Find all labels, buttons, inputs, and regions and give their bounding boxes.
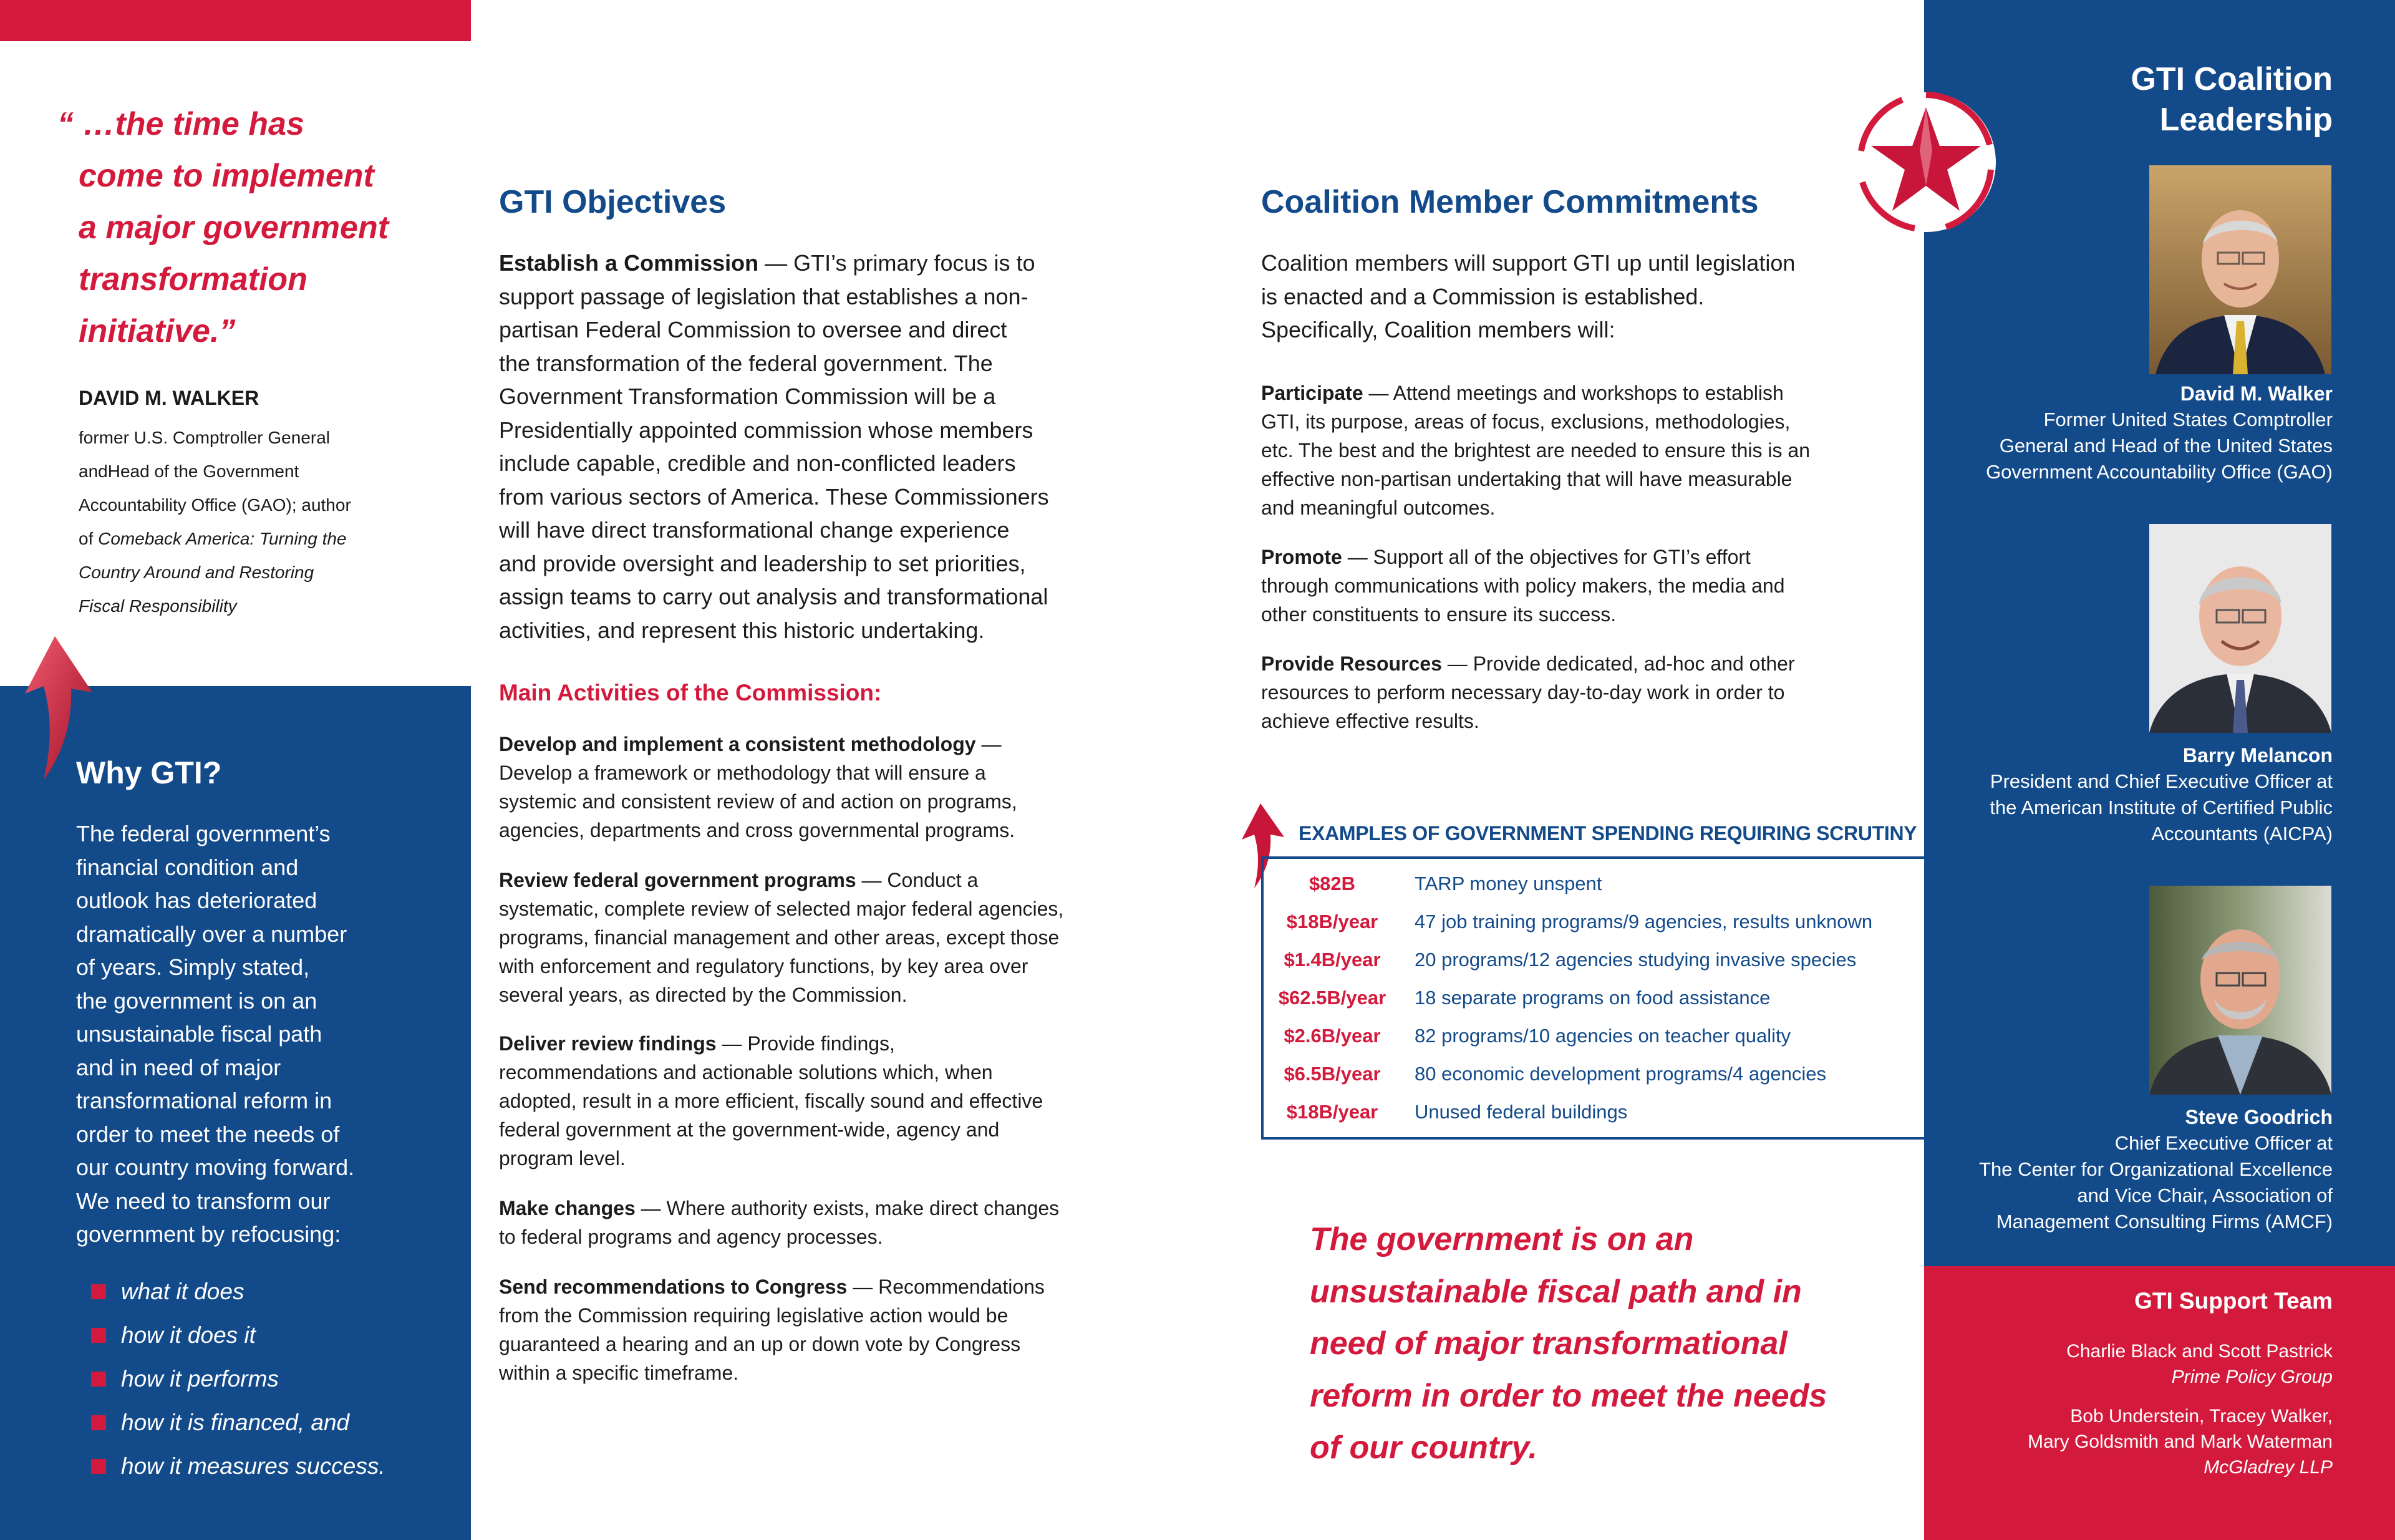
pull-quote-line: of our country. (1310, 1430, 1537, 1466)
amount-cell: $6.5B/year (1284, 1062, 1381, 1085)
why-line: outlook has deteriorated (76, 888, 317, 913)
steve-goodrich-photo (2149, 886, 2331, 1095)
list-item-text: what it does (121, 1279, 244, 1304)
table-row (1262, 903, 1917, 941)
activities-title: Main Activities of the Commission: (499, 680, 882, 705)
objectives-line: the transformation of the federal government. The (499, 350, 993, 376)
commitment-line: and meaningful outcomes. (1261, 496, 1496, 519)
why-line: transformational reform in (76, 1088, 332, 1113)
label-cell: 20 programs/12 agencies studying invasive species (1415, 948, 1857, 971)
intro-line: Coalition members will support GTI up until legislation (1261, 250, 1796, 276)
commitment-line: resources to perform necessary day-to-day work in order to (1261, 681, 1785, 704)
activity-line (499, 1272, 1160, 1301)
objectives-line: partisan Federal Commission to oversee and direct (499, 317, 1007, 342)
support-names: Charlie Black and Scott Pastrick (2066, 1341, 2333, 1362)
list-item-text: how it performs (121, 1366, 279, 1392)
leader-title-line: Chief Executive Officer at (2114, 1132, 2333, 1154)
why-line: financial condition and (76, 854, 299, 880)
activity-block (499, 730, 1160, 845)
amount-cell: $1.4B/year (1284, 948, 1381, 971)
objectives-line: assign teams to carry out analysis and transformational (499, 584, 1048, 609)
activity-text: — Recommendations (847, 1276, 1045, 1298)
label-cell: 82 programs/10 agencies on teacher quality (1415, 1024, 1791, 1047)
commitment-text: — Attend meetings and workshops to establish (1363, 382, 1784, 404)
barry-melancon-photo (2149, 524, 2331, 733)
book-title: Comeback America: Turning the (98, 529, 347, 548)
activity-line: guaranteed a hearing and an up or down vote by Congress (499, 1333, 1021, 1355)
why-line: unsustainable fiscal path (76, 1021, 322, 1047)
leader-title-line: Management Consulting Firms (AMCF) (1996, 1211, 2333, 1232)
activity-block (499, 866, 1160, 1009)
activity-line (499, 1194, 1160, 1223)
activity-line: several years, as directed by the Commission. (499, 984, 907, 1006)
book-title: Country Around and Restoring (79, 563, 314, 582)
activity-text: — Where authority exists, make direct changes (635, 1197, 1060, 1219)
activity-line: federal government at the government-wide, agency and (499, 1118, 1000, 1141)
support-firm: Prime Policy Group (2171, 1367, 2333, 1387)
table-row (1262, 941, 1917, 979)
why-gti-body (76, 817, 425, 1251)
list-item (91, 1445, 385, 1488)
objectives-line: and provide oversight and leadership to set priorities, (499, 550, 1026, 576)
label-cell: 80 economic development programs/4 agencies (1415, 1062, 1826, 1085)
support-names: Bob Understein, Tracey Walker, (2070, 1406, 2333, 1426)
commitment-text: — Provide dedicated, ad-hoc and other (1441, 652, 1795, 675)
pull-quote-line: The government is on an (1310, 1221, 1694, 1257)
table-row (1262, 864, 1917, 903)
commitment-line (1261, 379, 1904, 407)
leader-title-line: The Center for Organizational Excellence (1979, 1158, 2333, 1180)
leader-card (1940, 1104, 2333, 1235)
quote-attribution (79, 387, 453, 623)
activity-line: agencies, departments and cross governmental programs. (499, 819, 1015, 841)
commitment-block (1261, 649, 1904, 735)
objectives-body (499, 246, 1154, 647)
why-line: and in need of major (76, 1054, 281, 1080)
leader-name: Barry Melancon (2182, 744, 2333, 767)
quote-line: transformation (79, 261, 307, 298)
list-item-text: how it measures success. (121, 1453, 385, 1479)
commitment-line (1261, 649, 1904, 678)
activity-line: program level. (499, 1147, 626, 1170)
commitment-heading: Promote (1261, 546, 1342, 568)
author-desc-line: Accountability Office (GAO); author (79, 495, 351, 515)
activity-line (499, 730, 1160, 758)
amount-cell: $82B (1309, 872, 1356, 894)
activity-heading: Deliver review findings (499, 1032, 717, 1055)
leader-card (1940, 380, 2333, 485)
activity-block (499, 1029, 1160, 1173)
author-desc-line: former U.S. Comptroller General (79, 428, 331, 447)
leader-card (1940, 742, 2333, 847)
quote-line: come to implement (79, 158, 374, 194)
amount-cell: $18B/year (1286, 910, 1378, 932)
label-cell: 47 job training programs/9 agencies, results unknown (1415, 910, 1873, 932)
walker-quote (57, 99, 432, 357)
objectives-line: Government Transformation Commission will be a (499, 384, 996, 409)
activity-line: systemic and consistent review of and action on programs, (499, 790, 1017, 813)
commitment-block (1261, 543, 1904, 629)
commitment-line: other constituents to ensure its success. (1261, 603, 1617, 626)
examples-title: EXAMPLES OF GOVERNMENT SPENDING REQUIRING SCRUTINY (1299, 822, 1917, 845)
activity-line: adopted, result in a more efficient, fiscally sound and effective (499, 1090, 1043, 1112)
table-row (1262, 979, 1917, 1017)
bullet-square-icon (91, 1459, 106, 1474)
leader-name: Steve Goodrich (2185, 1106, 2333, 1128)
pull-quote-line: unsustainable fiscal path and in (1310, 1273, 1802, 1310)
intro-line: Specifically, Coalition members will: (1261, 317, 1615, 342)
leadership-title-line: Leadership (2159, 102, 2333, 138)
activity-line: Develop a framework or methodology that will ensure a (499, 762, 986, 784)
objectives-line: from various sectors of America. These Commissioners (499, 483, 1049, 510)
support-firm: McGladrey LLP (2204, 1457, 2333, 1478)
support-group (1940, 1339, 2333, 1390)
list-item-text: how it does it (121, 1322, 256, 1348)
activity-heading: Develop and implement a consistent methodology (499, 733, 976, 755)
commitments-title: Coalition Member Commitments (1261, 184, 1759, 220)
leader-title-line: President and Chief Executive Officer at (1990, 770, 2333, 792)
why-line: of years. Simply stated, (76, 954, 310, 980)
commitment-heading: Participate (1261, 382, 1363, 404)
table-row (1262, 1055, 1917, 1093)
commitment-line: etc. The best and the brightest are needed to ensure this is an (1261, 439, 1810, 462)
list-item (91, 1401, 385, 1445)
commitment-line: GTI, its purpose, areas of focus, exclusions, methodologies, (1261, 410, 1791, 433)
commitments-intro (1261, 246, 1904, 347)
leader-title-line: Accountants (AICPA) (2151, 823, 2333, 845)
activity-text: — (975, 733, 1002, 755)
activity-line (499, 1029, 1160, 1058)
activity-line: recommendations and actionable solutions which, when (499, 1061, 993, 1083)
author-desc-line: andHead of the Government (79, 462, 299, 481)
activity-line: systematic, complete review of selected major federal agencies, (499, 898, 1064, 920)
objectives-line (499, 246, 1154, 280)
support-names: Mary Goldsmith and Mark Waterman (2027, 1431, 2333, 1452)
list-item (91, 1357, 385, 1401)
activity-block (499, 1272, 1160, 1387)
why-gti-title: Why GTI? (76, 755, 222, 790)
amount-cell: $62.5B/year (1278, 986, 1386, 1009)
why-line: government by refocusing: (76, 1221, 341, 1247)
leader-title-line: Government Accountability Office (GAO) (1986, 461, 2333, 483)
leader-title-line: and Vice Chair, Association of (2077, 1184, 2333, 1206)
support-title: GTI Support Team (2134, 1288, 2333, 1314)
leadership-title-line: GTI Coalition (2131, 61, 2333, 97)
leader-title-line: the American Institute of Certified Public (1990, 797, 2333, 818)
bullet-square-icon (91, 1372, 106, 1387)
bullet-square-icon (91, 1284, 106, 1299)
label-cell: 18 separate programs on food assistance (1415, 986, 1771, 1009)
objectives-line: support passage of legislation that establishes a non- (499, 283, 1028, 309)
label-cell: TARP money unspent (1415, 872, 1602, 894)
author-desc-line (79, 522, 453, 556)
bullet-square-icon (91, 1328, 106, 1343)
refocus-list (91, 1270, 385, 1488)
activity-block (499, 1194, 1160, 1251)
quote-line: “ …the time has (57, 106, 304, 142)
objectives-lead: Establish a Commission (499, 250, 759, 276)
list-item-text: how it is financed, and (121, 1410, 350, 1435)
intro-line: is enacted and a Commission is established. (1261, 283, 1705, 309)
bullet-square-icon (91, 1415, 106, 1430)
why-line: dramatically over a number (76, 921, 347, 947)
activity-text: — Provide findings, (716, 1032, 895, 1055)
author-desc-prefix: of (79, 529, 99, 548)
author-description (79, 421, 453, 623)
activity-heading: Send recommendations to Congress (499, 1276, 848, 1298)
commitment-block (1261, 379, 1904, 522)
list-item (91, 1314, 385, 1357)
objectives-line: Presidentially appointed commission whose members (499, 417, 1033, 443)
why-line: We need to transform our (76, 1188, 331, 1214)
activity-line: within a specific timeframe. (499, 1362, 739, 1384)
pull-quote (1310, 1214, 1896, 1475)
amount-cell: $2.6B/year (1284, 1024, 1381, 1047)
commitment-line: through communications with policy makers, the media and (1261, 574, 1785, 597)
table-row (1262, 1017, 1917, 1055)
label-cell: Unused federal buildings (1415, 1100, 1628, 1123)
objectives-line: will have direct transformational change experience (499, 517, 1010, 543)
book-title: Fiscal Responsibility (79, 596, 237, 616)
objectives-line: activities, and represent this historic undertaking. (499, 617, 985, 643)
quote-line: initiative.” (79, 313, 236, 349)
activity-heading: Review federal government programs (499, 869, 856, 891)
quote-line: a major government (79, 210, 389, 246)
pull-quote-line: need of major transformational (1310, 1325, 1788, 1362)
activity-line (499, 866, 1160, 894)
commitment-text: — Support all of the objectives for GTI’s effort (1342, 546, 1751, 568)
table-row (1262, 1093, 1917, 1131)
why-line: our country moving forward. (76, 1155, 355, 1180)
objectives-title: GTI Objectives (499, 184, 727, 220)
objectives-line: include capable, credible and non-conflicted leaders (499, 450, 1016, 476)
activity-line: programs, financial management and other areas, except those (499, 926, 1060, 949)
support-group (1940, 1403, 2333, 1480)
list-item (91, 1270, 385, 1314)
activity-line: from the Commission requiring legislative action would be (499, 1304, 1009, 1327)
david-walker-photo (2149, 165, 2331, 374)
commitment-line (1261, 543, 1904, 571)
activity-line: to federal programs and agency processes. (499, 1226, 883, 1248)
pull-quote-line: reform in order to meet the needs (1310, 1377, 1827, 1414)
amount-cell: $18B/year (1286, 1100, 1378, 1123)
why-line: The federal government’s (76, 821, 331, 846)
leader-name: David M. Walker (2180, 382, 2333, 405)
leader-title-line: Former United States Comptroller (2043, 409, 2333, 430)
objectives-text: — GTI’s primary focus is to (758, 250, 1035, 276)
leadership-title (1933, 59, 2333, 140)
why-line: order to meet the needs of (76, 1121, 340, 1147)
left-red-bar (0, 0, 471, 41)
commitment-line: achieve effective results. (1261, 710, 1479, 732)
activity-text: — Conduct a (856, 869, 979, 891)
why-line: the government is on an (76, 987, 317, 1014)
author-name: DAVID M. WALKER (79, 387, 259, 409)
activity-heading: Make changes (499, 1197, 636, 1219)
leader-title-line: General and Head of the United States (1999, 435, 2333, 457)
commitment-line: effective non-partisan undertaking that will have measurable (1261, 468, 1793, 490)
commitment-heading: Provide Resources (1261, 652, 1442, 675)
activity-line: with enforcement and regulatory functions, by key area over (499, 955, 1028, 977)
